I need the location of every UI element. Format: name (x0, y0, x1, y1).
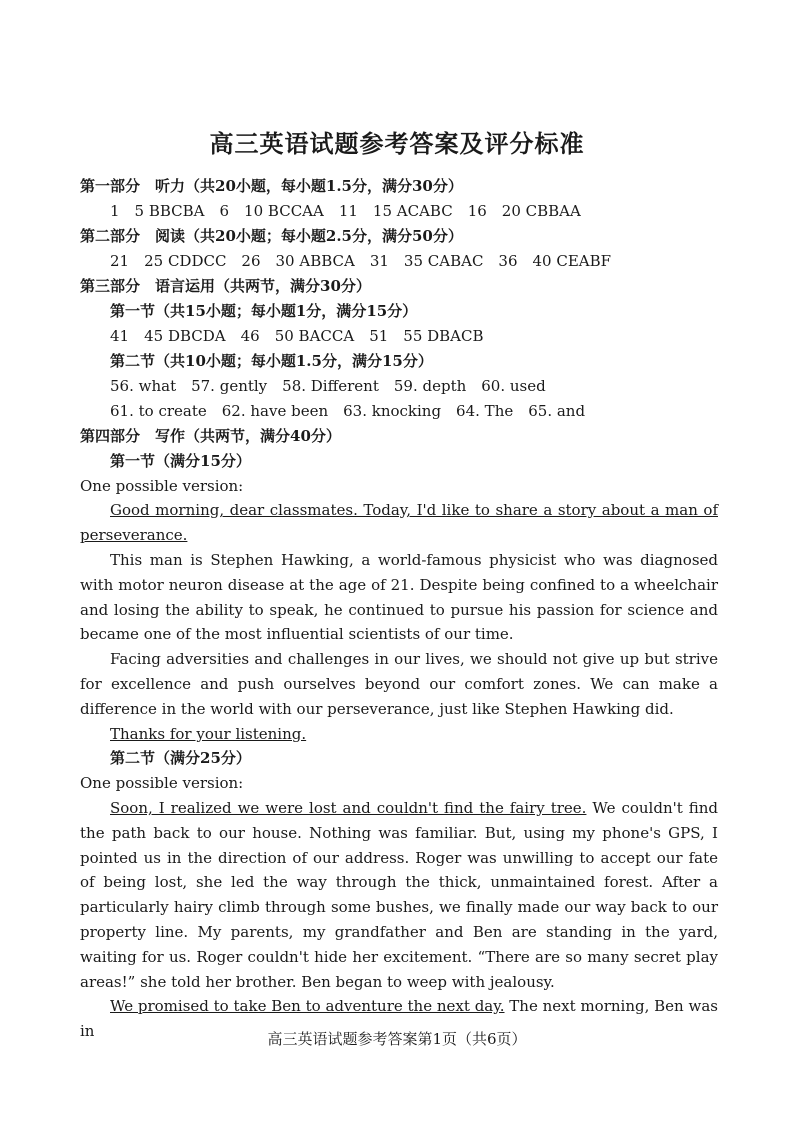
essay2-opening-1: Soon, I realized we were lost and couldn't find the fairy tree. (110, 799, 587, 817)
part2-answers: 21 25 CDDCC 26 30 ABBCA 31 35 CABAC 36 40 CEABF (110, 252, 612, 270)
part1-header: 第一部分 听力（共20小题，每小题1.5分，满分30分） (80, 177, 463, 195)
essay1-paragraph-2 (80, 548, 718, 647)
part4-section2-header: 第二节（满分25分） (110, 749, 251, 767)
page-footer: 高三英语试题参考答案第1页（共6页） (267, 1030, 527, 1048)
essay1-closing: Thanks for your listening. (110, 725, 307, 743)
part3-section2-answers-1: 56. what 57. gently 58. Different 59. depth 60. used (110, 377, 546, 395)
essay1-body-2: Facing adversities and challenges in our lives, we should not give up but strive for excellence and push ourselves beyond our comfort zones. We can make a difference in the world with our perseverance, just like Stephen Hawking did. (80, 650, 718, 718)
essay1-paragraph-1 (80, 498, 718, 548)
essay1-paragraph-3 (80, 647, 718, 721)
page-title: 高三英语试题参考答案及评分标准 (209, 129, 585, 158)
essay1-body-1: This man is Stephen Hawking, a world-famous physicist who was diagnosed with motor neuron disease at the age of 21. Despite being confined to a wheelchair and losing the ability to speak, he continued to pursue his passion for science and became one of the most influential scientists of our time. (80, 551, 718, 644)
version-label-2: One possible version: (80, 774, 244, 792)
essay2-body-2: The next morning, Ben was in (80, 997, 718, 1040)
part4-section1-header: 第一节（满分15分） (110, 452, 251, 470)
part3-header: 第三部分 语言运用（共两节，满分30分） (80, 277, 371, 295)
part3-section1-answers: 41 45 DBCDA 46 50 BACCA 51 55 DBACB (110, 327, 484, 345)
part3-section1-header: 第一节（共15小题；每小题1分，满分15分） (110, 302, 418, 320)
essay2-body-1: We couldn't find the path back to our house. Nothing was familiar. But, using my phone's GPS, I pointed us in the direction of our address. Roger was unwilling to accept our fate of being lost, she led the way through the thick, unmaintained forest. After a particularly hairy climb through some bushes, we finally made our way back to our property line. My parents, my grandfather and Ben are standing in the yard, waiting for us. Roger couldn't hide her excitement. “There are so many secret play areas!” she told her brother. Ben began to weep with jealousy. (80, 799, 719, 991)
part3-section2-header: 第二节（共10小题；每小题1.5分，满分15分） (110, 352, 433, 370)
part2-header: 第二部分 阅读（共20小题；每小题2.5分，满分50分） (80, 227, 463, 245)
version-label-1: One possible version: (80, 477, 244, 495)
essay2-paragraph-1 (80, 796, 718, 994)
essay1-opening: Good morning, dear classmates. Today, I'd like to share a story about a man of perseverance. (80, 501, 718, 544)
essay2-opening-2: We promised to take Ben to adventure the next day. (110, 997, 505, 1015)
part1-answers: 1 5 BBCBA 6 10 BCCAA 11 15 ACABC 16 20 CBBAA (110, 202, 581, 220)
part4-header: 第四部分 写作（共两节，满分40分） (80, 427, 341, 445)
part3-section2-answers-2: 61. to create 62. have been 63. knocking 64. The 65. and (110, 402, 586, 420)
essay1-paragraph-4 (80, 722, 718, 747)
